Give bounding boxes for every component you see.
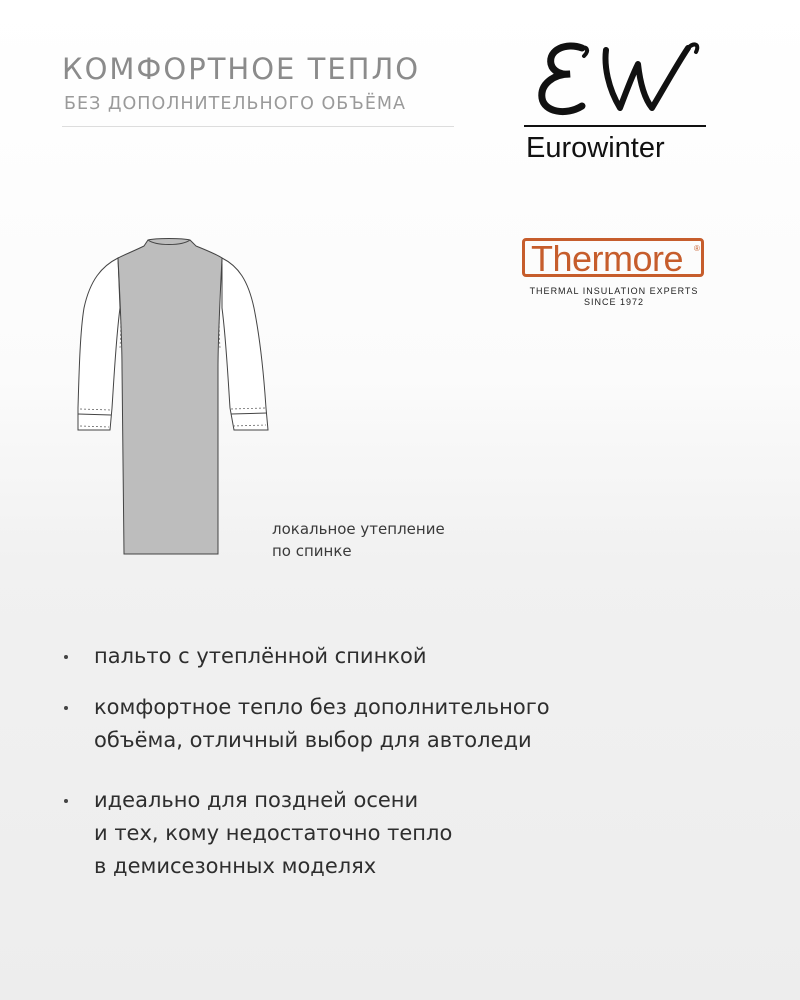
- feature-text: и тех, кому недостаточно тепло: [94, 821, 453, 845]
- caption-line: по спинке: [272, 542, 352, 560]
- eurowinter-logo: [520, 36, 710, 171]
- feature-text: в демисезонных моделях: [94, 854, 377, 878]
- thermore-tagline: THERMAL INSULATION EXPERTS: [529, 286, 699, 296]
- heading-divider: [62, 126, 454, 127]
- heading-line-1: КОМФОРТНОЕ ТЕПЛО: [62, 52, 421, 86]
- right-sleeve: [222, 258, 268, 430]
- coat-back-diagram: [60, 228, 280, 563]
- feature-item: [62, 691, 550, 757]
- caption-line: локальное утепление: [272, 520, 445, 538]
- ew-monogram-icon: [520, 36, 710, 124]
- feature-text: комфортное тепло без дополнительного: [94, 695, 550, 719]
- thermore-since: SINCE 1972: [583, 297, 645, 307]
- thermore-wordmark: Thermore: [531, 238, 684, 279]
- insulated-back-panel: [118, 239, 222, 555]
- feature-list: [62, 640, 550, 883]
- thermore-badge: [522, 238, 704, 277]
- logo-divider: [524, 125, 706, 127]
- diagram-caption: [272, 518, 445, 562]
- feature-text: пальто с утеплённой спинкой: [94, 644, 427, 668]
- feature-item: [62, 784, 550, 883]
- feature-item: [62, 640, 550, 673]
- heading-line-2: БЕЗ ДОПОЛНИТЕЛЬНОГО ОБЪЁМА: [64, 94, 406, 114]
- thermore-logo: [520, 238, 710, 313]
- registered-mark: ®: [694, 244, 700, 253]
- feature-text: объёма, отличный выбор для автоледи: [94, 728, 532, 752]
- left-sleeve: [78, 258, 120, 430]
- brand-name: Eurowinter: [526, 132, 665, 164]
- feature-text: идеально для поздней осени: [94, 788, 419, 812]
